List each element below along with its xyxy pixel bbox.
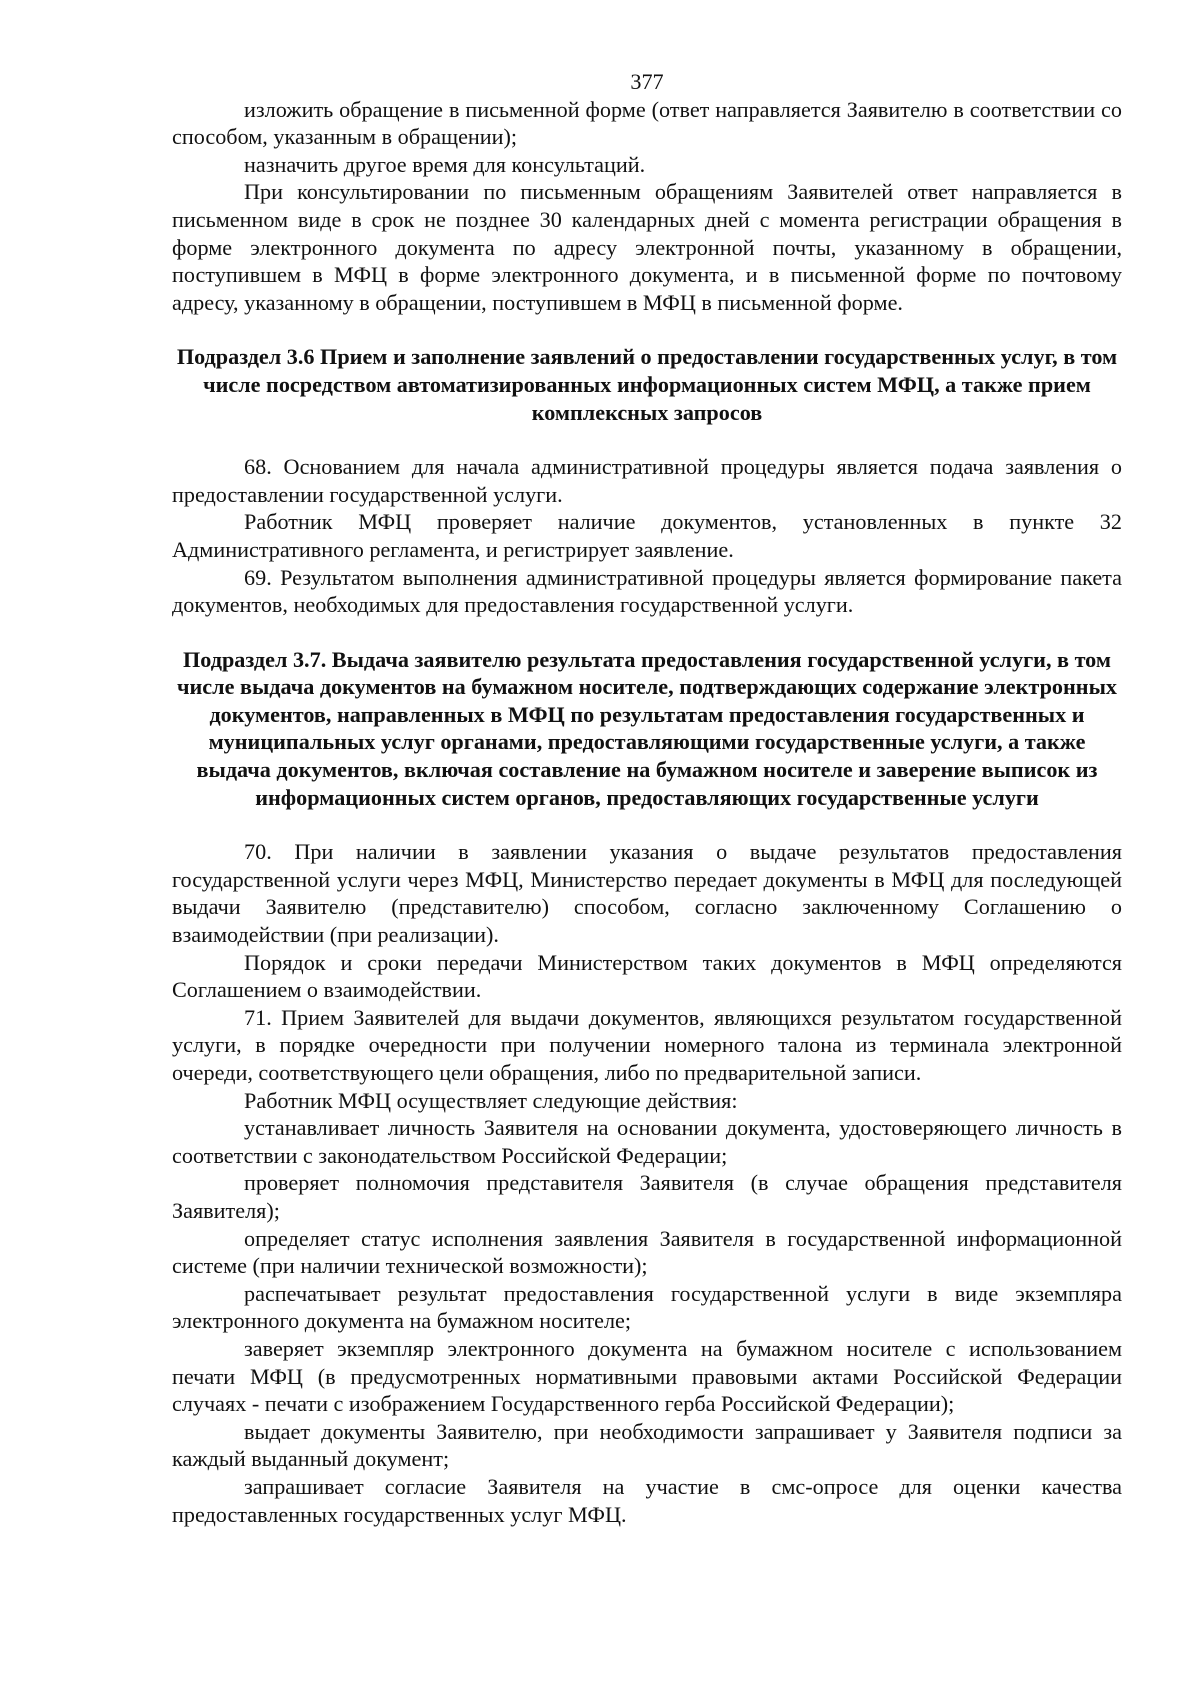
page-number: 377 [630,69,664,94]
paragraph: назначить другое время для консультаций. [244,151,646,177]
paragraph: определяет статус исполнения заявления Заявителя в государственной информационной системе (при наличии технической возможности); [172,1225,1122,1279]
paragraph: запрашивает согласие Заявителя на участие в смс-опросе для оценки качества предоставленных государственных услуг МФЦ. [172,1473,1122,1527]
paragraph: 71. Прием Заявителей для выдачи документов, являющихся результатом государственной услуги, в порядке очередности при получении номерного талона из терминала электронной очереди, соответствующего цели обращения, либо по предварительной записи. [172,1004,1122,1085]
paragraph: выдает документы Заявителю, при необходимости запрашивает у Заявителя подписи за каждый выданный документ; [172,1418,1122,1472]
paragraph: 69. Результатом выполнения административной процедуры является формирование пакета документов, необходимых для предоставления государственной услуги. [172,564,1122,618]
paragraph: 70. При наличии в заявлении указания о выдаче результатов предоставления государственной услуги через МФЦ, Министерство передает документы в МФЦ для последующей выдачи Заявителю (представителю) способом, согласно заключенному Соглашению о взаимодействии (при реализации). [172,839,1122,948]
section-heading-3-6: Подраздел 3.6 Прием и заполнение заявлений о предоставлении государственных услуг, в том числе посредством автоматизированных информационных систем МФЦ, а также прием комплексных запросов [176,344,1118,425]
section-body-3-6 [172,453,1122,619]
section-heading-3-7: Подраздел 3.7. Выдача заявителю результата предоставления государственной услуги, в том числе выдача документов на бумажном носителе, подтверждающих содержание электронных документов, направленных в МФЦ по результатам предоставления государственных и муниципальных услуг органами, предоставляющими государственные услуги, а также выдача документов, включая составление на бумажном носителе и заверение выписок из информационных систем органов, предоставляющих государственные услуги [176,646,1118,810]
paragraph: Порядок и сроки передачи Министерством таких документов в МФЦ определяются Соглашением о взаимодействии. [172,949,1122,1003]
paragraph: заверяет экземпляр электронного документа на бумажном носителе с использованием печати МФЦ (в предусмотренных нормативными правовыми актами Российской Федерации случаях - печати с изображением Государственного герба Российской Федерации); [172,1335,1122,1417]
paragraph: устанавливает личность Заявителя на основании документа, удостоверяющего личность в соответствии с законодательством Российской Федерации; [172,1115,1122,1168]
paragraph: проверяет полномочия представителя Заявителя (в случае обращения представителя Заявителя); [172,1170,1122,1223]
paragraph: Работник МФЦ осуществляет следующие действия: [244,1087,738,1113]
paragraph: Работник МФЦ проверяет наличие документов, установленных в пункте 32 Административного регламента, и регистрирует заявление. [172,509,1122,562]
paragraph: 68. Основанием для начала административной процедуры является подача заявления о предоставлении государственной услуги. [172,454,1122,507]
paragraph: изложить обращение в письменной форме (ответ направляется Заявителю в соответствии со способом, указанным в обращении); [172,96,1122,150]
paragraph: распечатывает результат предоставления государственной услуги в виде экземпляра электронного документа на бумажном носителе; [172,1280,1122,1334]
document-page [172,68,1122,1528]
paragraph: При консультировании по письменным обращениям Заявителей ответ направляется в письменном виде в срок не позднее 30 календарных дней с момента регистрации обращения в форме электронного документа по адресу электронной почты, указанному в обращении, поступившем в МФЦ в форме электронного документа, и в письменной форме по почтовому адресу, указанному в обращении, поступившем в МФЦ в письменной форме. [172,179,1122,315]
section-body-3-7 [172,838,1122,1528]
